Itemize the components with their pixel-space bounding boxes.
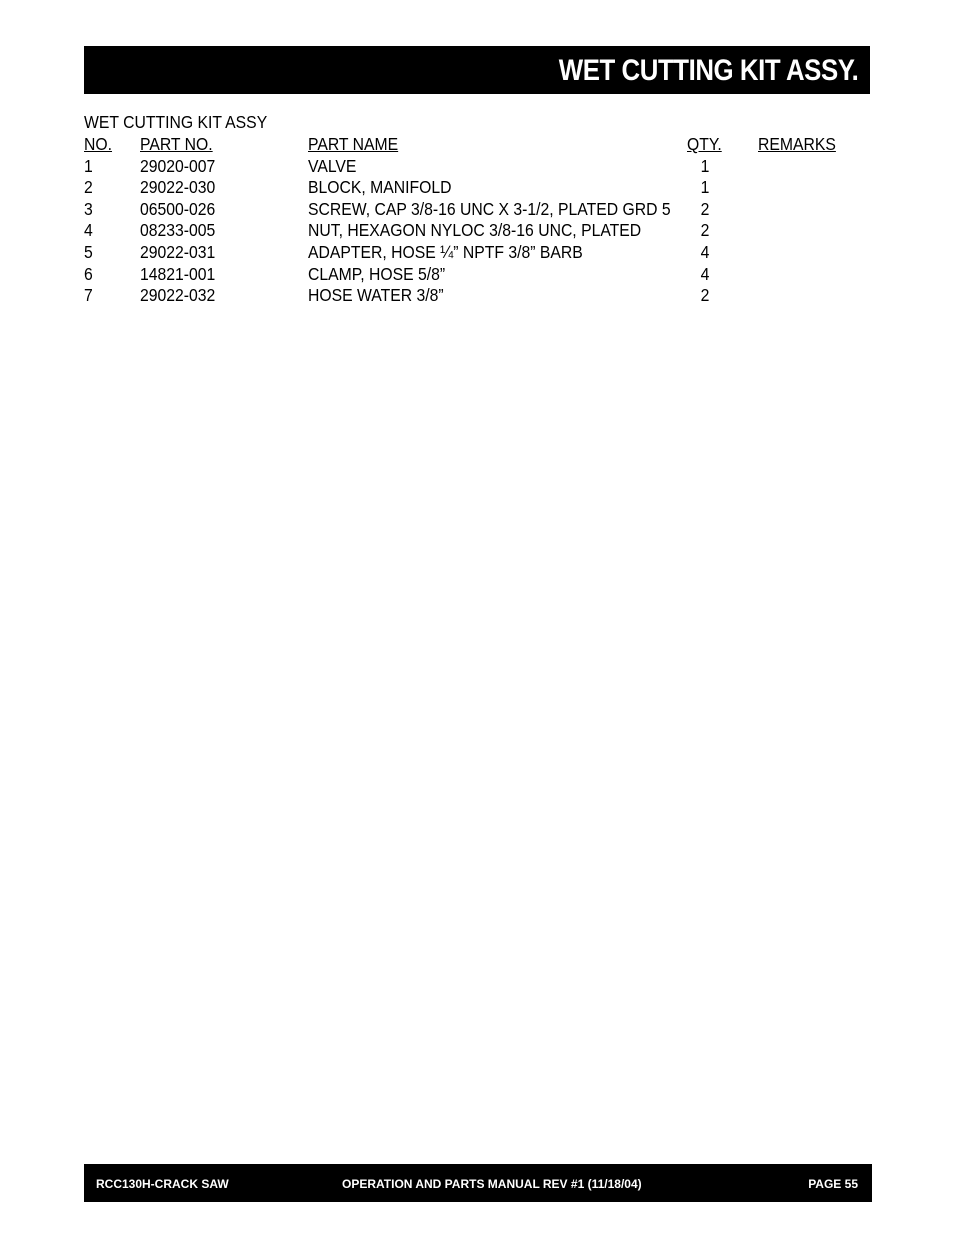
column-header-part-name: PART NAME xyxy=(308,134,399,154)
cell-part-name: VALVE xyxy=(308,155,357,176)
cell-part-name: NUT, HEXAGON NYLOC 3/8-16 UNC, PLATED xyxy=(308,220,642,241)
table-body xyxy=(84,156,874,307)
table-row xyxy=(84,177,874,199)
cell-part-no: 08233-005 xyxy=(140,220,216,241)
footer-manual-title: OPERATION AND PARTS MANUAL REV #1 (11/18/04) xyxy=(342,1177,642,1191)
table-row xyxy=(84,264,874,286)
parts-table xyxy=(84,134,874,307)
cell-part-name: HOSE WATER 3/8” xyxy=(308,285,444,306)
cell-qty: 1 xyxy=(700,155,710,176)
cell-no: 2 xyxy=(84,177,93,198)
cell-part-no: 29022-030 xyxy=(140,177,216,198)
cell-qty: 2 xyxy=(700,198,710,219)
cell-part-name: ADAPTER, HOSE ¼” NPTF 3/8” BARB xyxy=(308,241,583,262)
column-header-no: NO. xyxy=(84,134,113,154)
footer-model: RCC130H-CRACK SAW xyxy=(96,1177,229,1191)
cell-no: 6 xyxy=(84,263,93,284)
column-header-part-no: PART NO. xyxy=(140,134,213,154)
table-row xyxy=(84,220,874,242)
column-header-remarks: REMARKS xyxy=(758,134,836,154)
cell-no: 1 xyxy=(84,155,93,176)
table-row xyxy=(84,242,874,264)
cell-no: 4 xyxy=(84,220,93,241)
cell-no: 3 xyxy=(84,198,93,219)
cell-part-name: BLOCK, MANIFOLD xyxy=(308,177,452,198)
cell-part-name: CLAMP, HOSE 5/8” xyxy=(308,263,446,284)
table-header-row xyxy=(84,134,874,156)
cell-part-name: SCREW, CAP 3/8-16 UNC X 3-1/2, PLATED GRD 5 xyxy=(308,198,671,219)
table-row xyxy=(84,156,874,178)
cell-qty: 2 xyxy=(700,285,710,306)
cell-qty: 2 xyxy=(700,220,710,241)
cell-part-no: 29022-032 xyxy=(140,285,216,306)
footer-page-number: PAGE 55 xyxy=(808,1177,858,1191)
cell-no: 7 xyxy=(84,285,93,306)
cell-part-no: 29020-007 xyxy=(140,155,216,176)
cell-part-no: 14821-001 xyxy=(140,263,216,284)
page-header-bar xyxy=(84,46,870,94)
table-row xyxy=(84,285,874,307)
cell-part-no: 29022-031 xyxy=(140,241,216,262)
cell-qty: 4 xyxy=(700,241,710,262)
cell-part-no: 06500-026 xyxy=(140,198,216,219)
table-row xyxy=(84,199,874,221)
page-title: WET CUTTING KIT ASSY. xyxy=(558,54,858,87)
section-label: WET CUTTING KIT ASSY xyxy=(84,112,268,132)
page-footer-bar xyxy=(84,1164,872,1202)
cell-qty: 1 xyxy=(700,177,710,198)
cell-no: 5 xyxy=(84,241,93,262)
cell-qty: 4 xyxy=(700,263,710,284)
column-header-qty: QTY. xyxy=(687,134,722,154)
